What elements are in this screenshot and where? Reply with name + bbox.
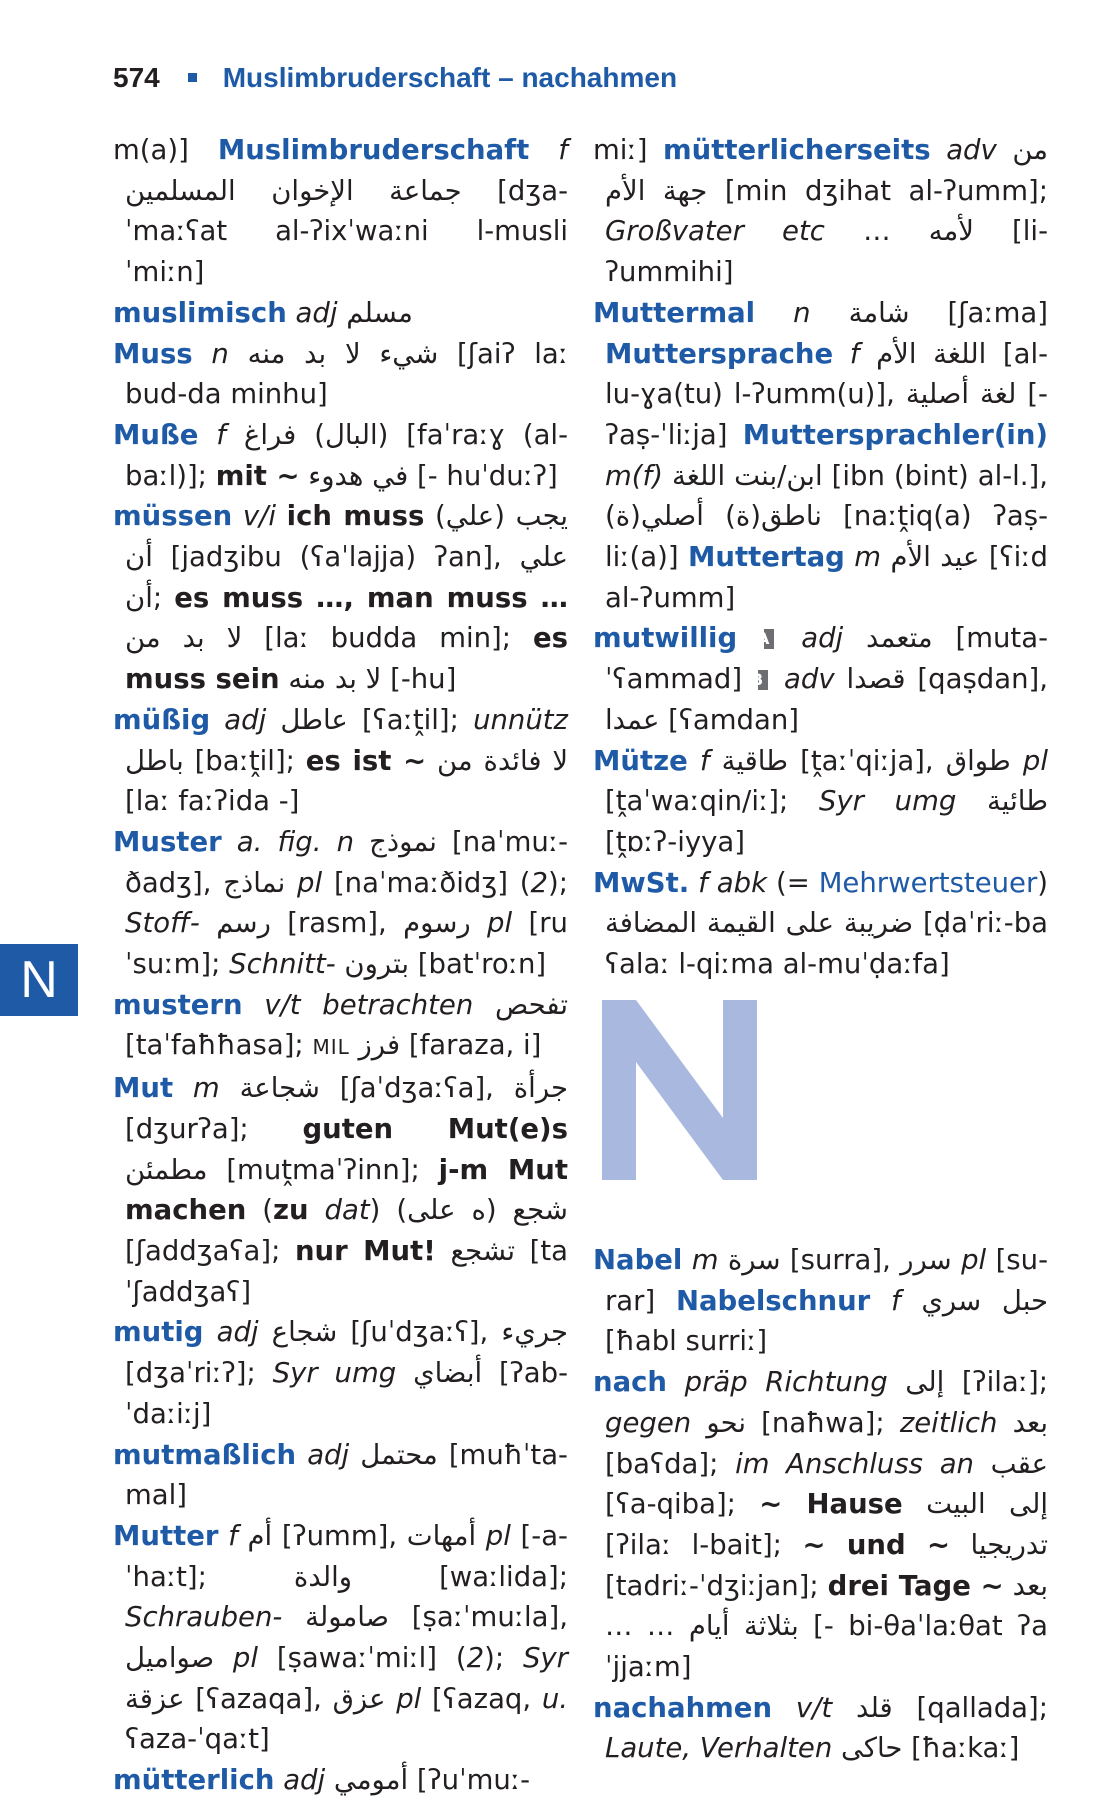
transcription: miː] [593,134,663,166]
transcription [436,1235,451,1267]
running-header [113,62,677,94]
headword: nachahmen [593,1691,773,1724]
arabic-translation: أم [247,1519,273,1552]
arabic-translation: ناطق(ة) أصلي(ة) [605,500,822,533]
dictionary-entry [113,293,568,334]
dictionary-entry [113,822,568,985]
transcription [282,1601,305,1633]
transcription: [ʃuˈdʒaːʕ], [337,1316,502,1349]
transcription: [ibn (bint) al-l.], [822,459,1048,492]
grammar-label: Schrauben- [125,1601,283,1634]
grammar-label: unnütz [473,703,568,736]
grammar-label: Großvater etc [605,215,825,248]
headword: müßig [113,703,211,736]
transcription: [faˈraːɣ (al-baːl)]; [125,418,568,492]
grammar-label: dat [308,1194,370,1227]
transcription: [ṱɒːʔ-iyya] [605,825,745,858]
grammar-label: adj [286,296,347,329]
transcription [426,745,437,777]
transcription: [tadriː-ˈdʒiːjan]; [605,1569,828,1602]
arabic-translation: لأمه … [863,215,974,248]
headword: Mütze [593,744,688,777]
arabic-translation: بثلاثة أيام [688,1610,799,1643]
arabic-translation: لغة أصلية [905,378,1017,411]
phrase: ich muss [286,500,425,533]
right-column-top [593,130,1048,985]
grammar-label: 2 [530,866,548,899]
arabic-translation: باطل [125,744,184,777]
arabic-translation: جرأة [513,1072,568,1105]
arabic-translation: من جهة الأم [605,134,1048,207]
grammar-label: adj [274,1764,334,1797]
section-tab: N [0,944,78,1016]
dictionary-entry [113,334,568,415]
arabic-translation: مطمئن [125,1153,208,1186]
transcription: [muta-ˈʕammad] [605,622,1048,696]
transcription: [ʔab-ˈdaːiːj] [125,1357,569,1430]
transcription: ); [548,866,568,899]
header-square-icon [188,73,197,82]
arabic-translation: ابن/بنت اللغة [671,459,823,492]
left-column [113,130,568,1801]
transcription: [li-ʔummihi] [605,215,1048,289]
transcription: [qaṣdan], [905,663,1048,696]
grammar-label: pl [476,1519,521,1552]
arabic-translation: بعد … … [605,1569,1048,1643]
arabic-translation: إلى البيت [926,1488,1048,1521]
grammar-label: v/t betrachten [242,988,495,1021]
grammar-label: pl [470,907,529,940]
phrase: nur Mut! [294,1234,436,1267]
transcription: [ʔilaː l-bait]; [605,1528,803,1561]
arabic-translation: طائية [987,785,1048,818]
transcription: [dʒa-ˈmaːʕat al-ʔixˈwaːni l-musliˈmiːn] [125,174,568,289]
grammar-label: v/t [772,1691,857,1724]
dictionary-entry [593,618,1048,740]
transcription: [baʕda]; [605,1447,736,1480]
arabic-translation: لا بد من [125,622,243,655]
headword: nach [593,1366,668,1399]
transcription: [ʕazaq, [432,1682,542,1715]
transcription: [ṣawaːˈmiːl] ( [276,1642,467,1675]
grammar-label: m [844,541,891,574]
grammar-label: adv [930,134,1013,166]
transcription [396,1357,413,1389]
grammar-label: adj [210,703,281,736]
headword: Muttertag [688,541,845,574]
arabic-translation: أبضاي [413,1357,483,1390]
dictionary-entry [593,863,1048,985]
arabic-translation: عقب [990,1447,1048,1480]
transcription: [ḍaˈriː-ba ʕalaː l-qiːma al-muˈḍaːfa] [605,907,1048,981]
transcription: ); [484,1642,523,1675]
arabic-translation: ضريبة على القيمة المضافة [605,907,914,940]
transcription: [naħwa]; [746,1406,900,1439]
grammar-label: f [198,418,244,451]
arabic-translation: بترون [344,948,410,981]
grammar-label: v/i [232,500,287,533]
arabic-translation: شامة [848,296,910,329]
phrase: es ist ~ [305,744,427,777]
grammar-label: m(f) [605,459,672,492]
transcription: (= [775,866,819,899]
grammar-label: f [687,744,722,777]
transcription: [taˈfaħħasa]; [125,1029,313,1062]
arabic-translation: عزقة [125,1682,185,1715]
arabic-translation: طواق [945,744,1011,777]
transcription: [ʕiːd al-ʔumm] [605,541,1048,614]
headword: Muss [113,337,193,370]
transcription [825,215,863,247]
grammar-label: pl [285,866,334,899]
headword: Mut [113,1072,174,1105]
grammar-label: zeitlich [899,1406,998,1439]
grammar-label: n [192,337,248,370]
phrase: zu [273,1194,309,1227]
dictionary-entry [593,1240,1048,1362]
transcription [903,1488,926,1520]
grammar-label: adj [778,622,867,655]
transcription [974,1448,991,1480]
arabic-translation: رسوم [403,907,471,940]
transcription: m(a)] [113,134,218,166]
dictionary-entry [593,1362,1048,1688]
grammar-label: pl [951,1244,996,1276]
phrase: es muss sein [125,622,569,696]
arabic-translation: تدريجيا [970,1528,1048,1561]
transcription: [laː budda min]; [242,622,533,655]
transcription: [- ʔaṣ-ˈliːja] [605,378,1048,451]
grammar-label: pl [385,1682,433,1715]
header-title: Muslimbruderschaft – nachahmen [222,62,678,93]
transcription: [al-lu-ɣa(tu) l-ʔumm(u)], [605,337,1049,411]
grammar-label: a. fig. n [221,825,370,858]
headword: Muße [113,418,199,451]
headword: muslimisch [113,296,287,329]
grammar-label: 2 [466,1642,485,1675]
arabic-translation: حاكى [841,1732,903,1765]
cross-reference: Mehrwertsteuer [818,866,1038,899]
transcription: [ʕamdan] [659,703,799,736]
dictionary-entry [113,700,568,822]
arabic-translation: شيء لا بد منه [247,337,439,370]
headword: mutwillig [593,622,738,655]
grammar-label: adv [772,663,847,696]
transcription: [ʃaiʔ laː bud-da minhu] [125,337,568,411]
transcription: [ṱaːˈqiːja], [788,744,946,777]
transcription: [ʔumm], [272,1519,407,1552]
dictionary-entry [113,1068,568,1312]
grammar-label: gegen [605,1406,692,1439]
transcription: [baːṱil]; [183,744,306,777]
grammar-label: Syr umg [272,1357,397,1390]
transcription: [rasm], [270,907,404,940]
arabic-translation: والدة [293,1560,353,1593]
transcription: [su-rar] [605,1244,1048,1317]
grammar-label: Syr [522,1642,568,1675]
transcription: [ṣaːˈmuːla], [388,1601,568,1634]
arabic-translation: لا بد منه [288,663,382,696]
arabic-translation: سرر [900,1244,952,1276]
dictionary-entry [113,130,568,293]
transcription [350,1029,359,1061]
dictionary-entry [113,496,568,700]
transcription [300,460,309,492]
grammar-label: u. [541,1682,568,1715]
dictionary-entry [113,1516,568,1760]
dictionary-entry [113,415,568,496]
transcription [200,907,216,939]
grammar-label: pl [1010,744,1048,777]
arabic-translation: مسلم [346,296,413,329]
transcription: [ʃaˈdʒaːʕa], [319,1072,514,1105]
transcription: [naˈmaːðidʒ] ( [333,866,531,899]
sense-marker: A [764,629,774,649]
page-number: 574 [113,62,160,93]
headword: mutmaßlich [113,1438,297,1471]
phrase: drei Tage ~ [827,1569,1004,1602]
transcription: [-hu] [381,663,457,696]
dictionary-entry [113,1760,568,1801]
arabic-translation: عمدا [605,703,660,736]
arabic-translation: نموذج [369,825,437,858]
dictionary-entry [593,1688,1048,1769]
arabic-translation: نماذج [223,866,286,899]
grammar-label: f [218,1519,248,1552]
section-letter-n [602,1000,757,1180]
transcription: [naˈmuː-ðadʒ], [125,825,569,899]
arabic-translation: صامولة [305,1601,389,1634]
transcription: [ruˈsuːm]; [125,907,568,981]
grammar-label: Laute, Verhalten [605,1732,833,1765]
arabic-translation: جماعة الإخوان المسلمين [125,174,462,207]
right-column-bottom [593,1240,1048,1769]
grammar-label: pl [214,1642,277,1675]
transcription: [ʕa-qiba]; [605,1488,760,1521]
grammar-label: Syr umg [818,785,957,818]
arabic-translation: عزق [332,1682,386,1715]
grammar-label: adj [203,1316,272,1349]
arabic-translation: شجع (ه على) [396,1194,568,1227]
field-label: MIL [312,1035,350,1060]
arabic-translation: قلد [856,1691,893,1724]
transcription: [-a-ˈhaːt]; [125,1519,568,1593]
arabic-translation: بعد [1012,1406,1048,1439]
transcription: [muħˈta-mal] [125,1438,568,1512]
arabic-translation: لا فائدة من [436,744,569,777]
transcription: [dʒaˈriːʔ]; [125,1357,273,1390]
transcription: [ħabl surriː] [605,1325,768,1358]
phrase: es muss …, man muss … [174,581,568,614]
grammar-label: m [173,1072,240,1105]
transcription: ʕaza-ˈqaːt] [125,1723,270,1756]
headword: MwSt. [593,866,690,899]
grammar-label: n [755,296,849,329]
phrase: ~ Hause [759,1488,903,1521]
arabic-translation: سرة [727,1244,781,1276]
arabic-translation: رسم [216,907,271,940]
transcription [674,1610,688,1642]
grammar-label: f [833,337,877,370]
grammar-label: im Anschluss an [735,1447,974,1480]
transcription [950,1529,971,1561]
arabic-translation: صواميل [125,1642,215,1675]
transcription: [qallada]; [892,1691,1048,1724]
arabic-translation: أمهات [406,1519,477,1552]
arabic-translation: يجب (علي) أن [125,500,568,574]
transcription [997,1407,1012,1439]
arabic-translation: محتمل [360,1438,438,1471]
grammar-label: m [682,1244,728,1276]
arabic-translation: تشجع [450,1234,516,1267]
headword: mütterlicherseits [662,134,931,166]
transcription [691,1407,706,1439]
transcription: [surra], [780,1244,901,1276]
arabic-translation: إلى [905,1366,945,1399]
arabic-translation: نحو [706,1406,746,1439]
transcription: [ʕazaqa], [184,1682,333,1715]
transcription: [min dʒihat al-ʔumm]; [707,174,1048,207]
transcription: [faraza, i] [400,1029,542,1062]
dictionary-entry [113,985,568,1068]
headword: Mutter [113,1519,219,1552]
transcription: [batˈroːn] [409,948,547,981]
phrase: ~ und ~ [802,1528,951,1561]
transcription: [ʔuˈmuː- [408,1764,531,1797]
transcription: ) [369,1194,397,1227]
dictionary-entry [113,1435,568,1516]
transcription: [ṱaˈwaːqin/iː]; [605,785,819,818]
transcription [956,785,987,817]
headword: müssen [113,500,233,533]
headword: Muslimbruderschaft [217,134,530,166]
transcription: [ħaːkaː] [902,1732,1020,1765]
transcription [1004,1570,1013,1602]
transcription: [naːṱiq(a) ʔaṣ-liː(a)] [605,500,1048,574]
phrase: j-m Mut machen [125,1153,568,1227]
phrase: guten Mut(e)s [302,1112,568,1145]
arabic-translation: اللغة الأم [876,337,987,370]
transcription: ; [152,581,175,614]
arabic-translation: متعمد [866,622,933,655]
arabic-translation: شجاعة [239,1072,320,1105]
transcription: [- bi-θaˈlaːθat ʔaˈjjaːm] [605,1610,1048,1684]
transcription: [dʒurʔa]; [125,1112,303,1145]
arabic-translation: قصدا [846,663,906,696]
transcription [424,500,435,532]
arabic-translation: تفحص [494,988,568,1021]
transcription: [taˈʃaddʒaʕ] [125,1234,569,1308]
arabic-translation: حبل سري [921,1284,1049,1317]
transcription: [ʃaːma] [909,296,1048,329]
transcription: [ʔilaː]; [944,1366,1048,1399]
transcription [832,1732,841,1764]
headword: Nabelschnur [675,1284,871,1317]
headword: Nabel [593,1244,683,1276]
headword: mütterlich [113,1764,275,1797]
grammar-label: präp Richtung [667,1366,906,1399]
arabic-translation: طاقية [721,744,789,777]
headword: mutig [113,1316,204,1349]
arabic-translation: عيد الأم [890,541,980,574]
arabic-translation: عاطل [280,703,348,736]
arabic-translation: علي أن [125,541,568,614]
transcription: ( [246,1194,274,1227]
headword: mustern [113,988,243,1021]
grammar-label: Stoff- [125,907,200,940]
grammar-label: f [870,1284,922,1317]
transcription: [waːlida]; [352,1560,568,1593]
grammar-label: f abk [689,866,776,899]
transcription: [ʕaːṱil]; [347,703,474,736]
arabic-translation: في هدوء [308,459,409,492]
sense-marker: B [758,670,768,690]
grammar-label: f [529,134,568,166]
headword: Muster [113,825,222,858]
dictionary-entry [593,741,1048,863]
dictionary-entry [593,130,1048,293]
arabic-translation: شجاع [271,1316,338,1349]
transcription: [jadʒibu (ʕaˈlajja) ʔan], [152,541,520,574]
headword: Muttersprachler(in) [742,418,1048,451]
phrase: mit ~ [215,459,300,492]
dictionary-entry [113,1312,568,1434]
arabic-translation: أمومي [333,1764,409,1797]
grammar-label: adj [296,1438,361,1471]
transcription: [muṱmaˈʔinn]; [207,1153,439,1186]
transcription: [laː faːʔida -] [125,785,300,818]
transcription: [- huˈduːʔ] [408,459,558,492]
grammar-label: Schnitt- [229,948,336,981]
dictionary-entry [593,293,1048,619]
headword: Muttermal [593,296,756,329]
arabic-translation: فرز [358,1029,401,1062]
arabic-translation: جريء [501,1316,569,1349]
headword: Muttersprache [605,337,834,370]
transcription: [ʃaddʒaʕa]; [125,1234,295,1267]
transcription: ) [1037,866,1049,899]
arabic-translation: (البال) فراغ [243,418,389,451]
